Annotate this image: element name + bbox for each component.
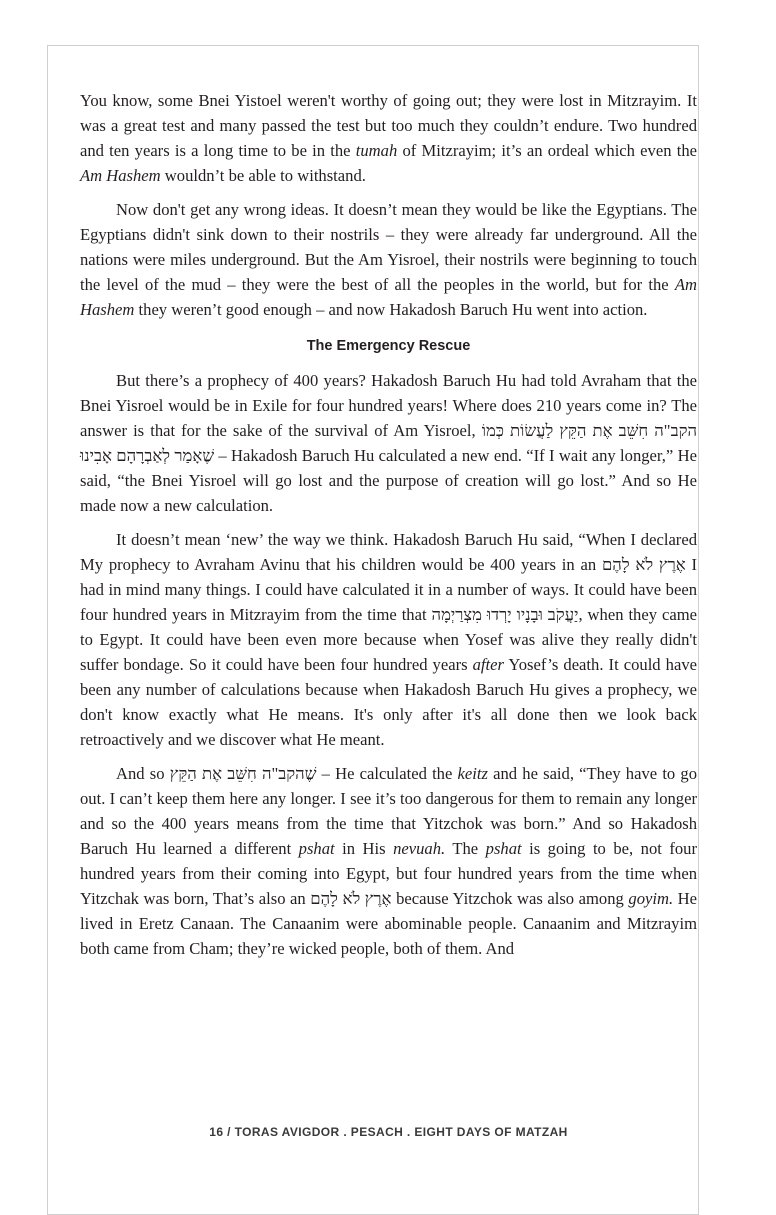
paragraph-5: And so שֶׁהקב"ה חִשֵּׁב אֶת הַקֵּץ – He calculated the keitz and he said, “They have to go out. I can’t keep them here any longer. I see it’s too dangerous for them to remain any longer and so the 400 years means from the time that Yitzchok was born.” And so Hakadosh Baruch Hu learned a different pshat in His nevuah. The pshat is going to be, not four hundred years from their coming into Egypt, but four hundred years from the time when Yitzchak was born, That’s also an אֶרֶץ לֹא לָהֶם because Yitzchok was also among goyim. He lived in Eretz Canaan. The Canaanim were abominable people. Canaanim and Mitzrayim both came from Cham; they’re wicked people, both of them. And xyxy=(80,764,698,958)
page-footer: 16 / TORAS AVIGDOR . PESACH . EIGHT DAYS OF MATZAH xyxy=(209,1125,568,1139)
section-heading: The Emergency Rescue xyxy=(306,338,471,354)
hebrew-quote: אֶרֶץ לֹא לָהֶם xyxy=(601,555,686,574)
body-text xyxy=(80,88,697,970)
paragraph-1: You know, some Bnei Yistoel weren't worthy of going out; they were lost in Mitzrayim. It was a great test and many passed the test but too much they couldn’t endure. Two hundred and ten years is a long time to be in the tumah of Mitzrayim; it’s an ordeal which even the Am Hashem wouldn’t be able to withstand. xyxy=(80,91,697,185)
hebrew-quote: יַעֲקֹב וּבָנָיו יָרְדוּ מִצְרַיְמָה xyxy=(431,605,579,624)
hebrew-quote: אֶרֶץ לֹא לָהֶם xyxy=(310,889,392,908)
paragraph-2: Now don't get any wrong ideas. It doesn’t mean they would be like the Egyptians. The Egyptians didn't sink down to their nostrils – they were already far underground. All the nations were miles underground. But the Am Yisroel, their nostrils were beginning to touch the level of the mud – they were the best of all the peoples in the world, but for the Am Hashem they weren’t good enough – and now Hakadosh Baruch Hu went into action. xyxy=(80,200,697,319)
hebrew-quote: שֶׁהקב"ה חִשֵּׁב אֶת הַקֵּץ xyxy=(169,764,317,783)
paragraph-4: It doesn’t mean ‘new’ the way we think. Hakadosh Baruch Hu said, “When I declared My prophecy to Avraham Avinu that his children would be 400 years in an אֶרֶץ לֹא לָהֶם I had in mind many things. I could have calculated it in a number of ways. It could have been four hundred years in Mitzrayim from the time that יַעֲקֹב וּבָנָיו יָרְדוּ מִצְרַיְמָה, when they came to Egypt. It could have been even more because when Yosef was alive they really didn't suffer bondage. So it could have been four hundred years after Yosef’s death. It could have been any number of calculations because when Hakadosh Baruch Hu gives a prophecy, we don't know exactly what He means. It's only after it's all done then we look back retroactively and we discover what He meant. xyxy=(80,530,698,749)
hebrew-quote: הקב"ה חִשֵּׁב אֶת הַקֵּץ לַעֲשׂוֹת כְּמוֹ שֶׁאָמַר לְאַבְרָהָם אָבִינוּ xyxy=(80,421,698,465)
paragraph-3: But there’s a prophecy of 400 years? Hakadosh Baruch Hu had told Avraham that the Bnei Yisroel would be in Exile for four hundred years! Where does 210 years come in? The answer is that for the sake of the survival of Am Yisroel, הקב"ה חִשֵּׁב אֶת הַקֵּץ לַעֲשׂוֹת כְּמוֹ שֶׁאָמַר לְאַבְרָהָם אָבִינוּ – Hakadosh Baruch Hu calculated a new end. “If I wait any longer,” He said, “the Bnei Yisroel will go lost and the purpose of creation will go lost.” And so He made now a new calculation. xyxy=(80,371,698,515)
